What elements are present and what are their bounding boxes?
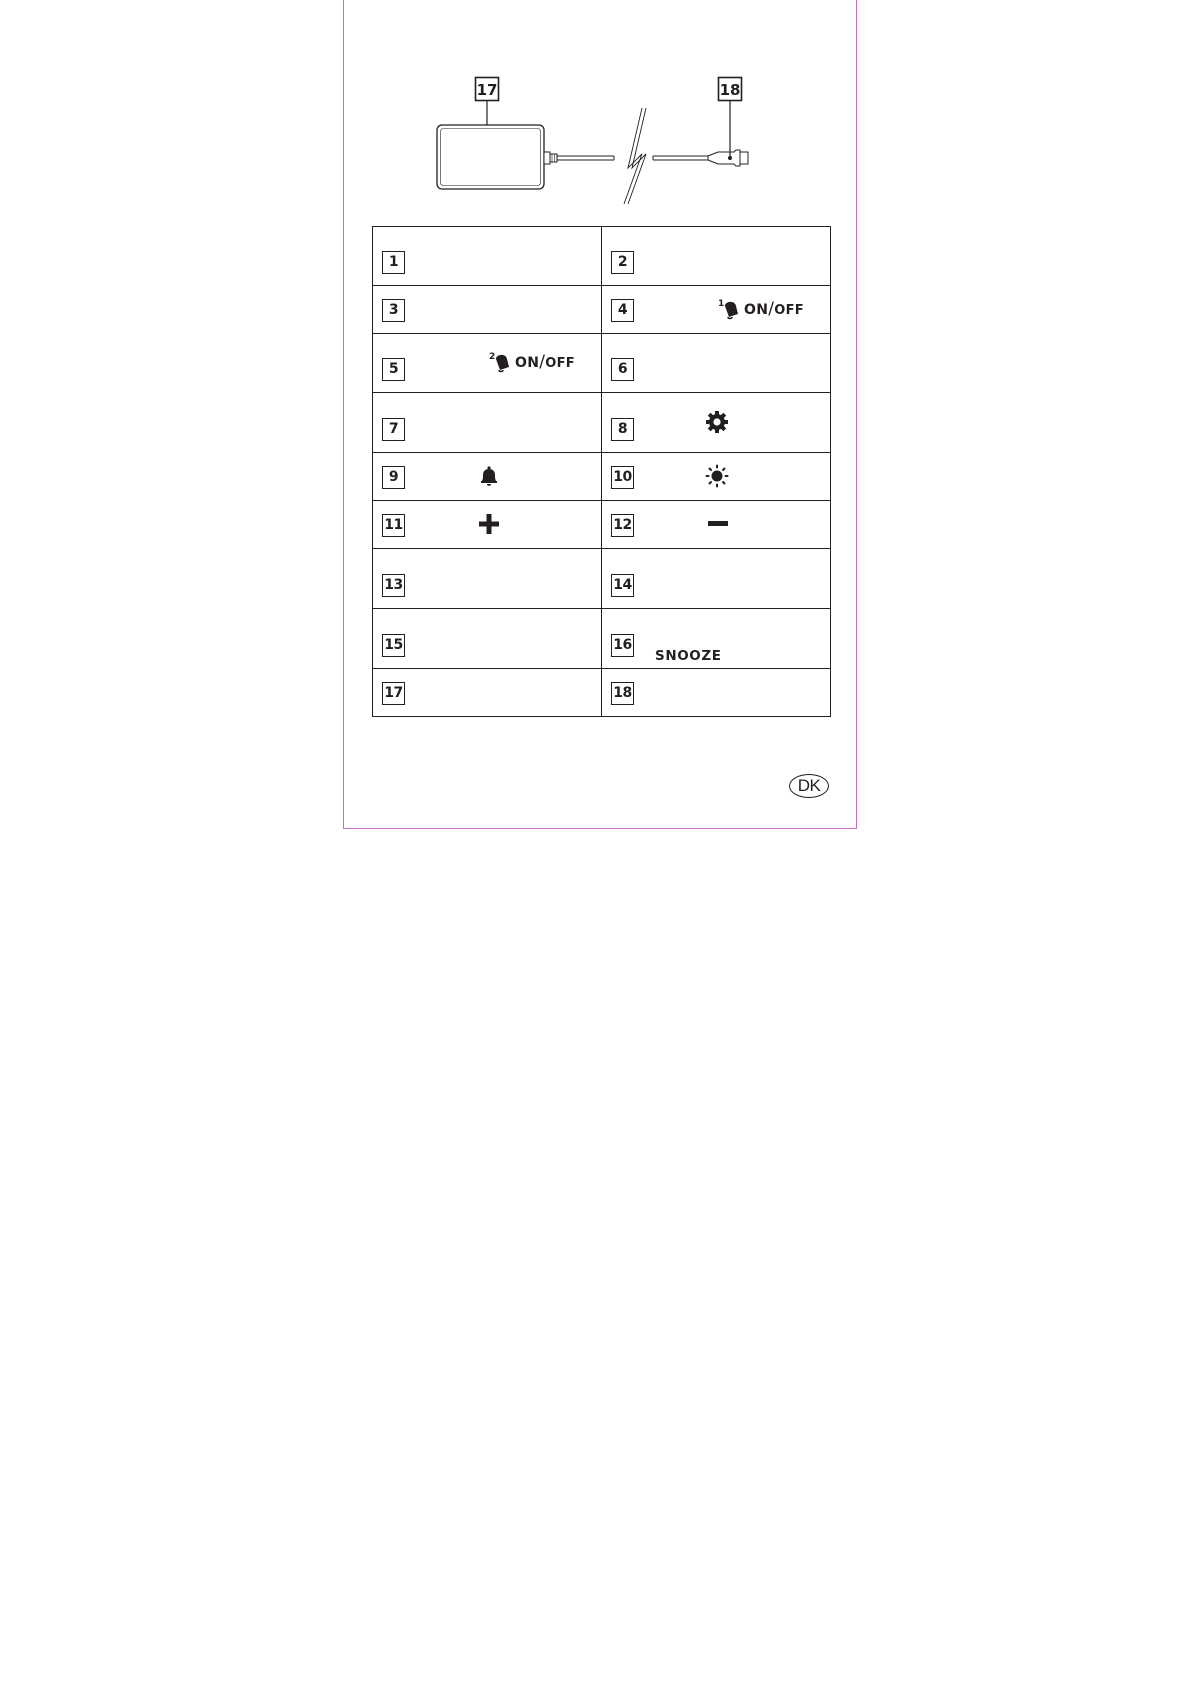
part-cell-6 xyxy=(602,334,831,393)
part-cell-14 xyxy=(602,549,831,609)
part-number-8: 8 xyxy=(611,418,634,441)
alarm-2-icon xyxy=(489,350,515,374)
power-adapter-illustration xyxy=(437,125,614,189)
part-number-13: 13 xyxy=(382,574,405,597)
slash-text: / xyxy=(768,299,775,319)
part-number-6: 6 xyxy=(611,358,634,381)
gear-icon xyxy=(705,410,729,434)
part-cell-17 xyxy=(373,669,602,717)
parts-row xyxy=(373,286,831,334)
part-cell-1 xyxy=(373,227,602,286)
alarm-1-onoff-label xyxy=(744,299,804,319)
callout-18 xyxy=(719,78,742,161)
bell-icon xyxy=(478,465,500,487)
off-text: OFF xyxy=(774,303,804,318)
part-cell-16 xyxy=(602,609,831,669)
part-cell-11 xyxy=(373,501,602,549)
part-number-14: 14 xyxy=(611,574,634,597)
parts-row xyxy=(373,453,831,501)
part-number-16: 16 xyxy=(611,634,634,657)
minus-icon xyxy=(707,513,729,535)
parts-row xyxy=(373,609,831,669)
part-cell-15 xyxy=(373,609,602,669)
svg-text:1: 1 xyxy=(718,299,725,309)
part-number-4: 4 xyxy=(611,299,634,322)
callout-18-number: 18 xyxy=(719,81,741,99)
connector-plug-illustration xyxy=(653,150,748,166)
cable-break-symbol xyxy=(624,108,646,204)
part-cell-3 xyxy=(373,286,602,334)
parts-row xyxy=(373,669,831,717)
part-number-7: 7 xyxy=(382,418,405,441)
parts-row xyxy=(373,549,831,609)
part-cell-2 xyxy=(602,227,831,286)
parts-row xyxy=(373,334,831,393)
on-text: ON xyxy=(515,355,540,371)
part-number-3: 3 xyxy=(382,299,405,322)
parts-row xyxy=(373,393,831,453)
part-number-12: 12 xyxy=(611,514,634,537)
part-cell-12 xyxy=(602,501,831,549)
callout-17-number: 17 xyxy=(476,81,498,99)
part-number-15: 15 xyxy=(382,634,405,657)
part-number-9: 9 xyxy=(382,466,405,489)
off-text: OFF xyxy=(545,356,575,371)
part-cell-5 xyxy=(373,334,602,393)
part-cell-8 xyxy=(602,393,831,453)
part-cell-9 xyxy=(373,453,602,501)
parts-table xyxy=(372,226,831,717)
country-code-badge: DK xyxy=(789,774,829,798)
svg-text:2: 2 xyxy=(489,352,496,362)
part-number-10: 10 xyxy=(611,466,634,489)
on-text: ON xyxy=(744,302,769,318)
parts-row xyxy=(373,501,831,549)
slash-text: / xyxy=(539,352,546,372)
part-cell-13 xyxy=(373,549,602,609)
part-number-18: 18 xyxy=(611,682,634,705)
part-number-17: 17 xyxy=(382,682,405,705)
alarm-1-onoff-symbol xyxy=(718,297,804,321)
part-number-2: 2 xyxy=(611,251,634,274)
parts-row xyxy=(373,227,831,286)
alarm-2-onoff-symbol xyxy=(489,350,575,374)
part-cell-10 xyxy=(602,453,831,501)
snooze-label: SNOOZE xyxy=(655,648,722,664)
brightness-icon xyxy=(705,464,729,488)
part-cell-4 xyxy=(602,286,831,334)
part-cell-7 xyxy=(373,393,602,453)
adapter-diagram xyxy=(418,70,788,210)
alarm-2-onoff-label xyxy=(515,352,575,372)
plus-icon xyxy=(478,513,500,535)
part-cell-18 xyxy=(602,669,831,717)
alarm-1-icon xyxy=(718,297,744,321)
part-number-11: 11 xyxy=(382,514,405,537)
part-number-1: 1 xyxy=(382,251,405,274)
part-number-5: 5 xyxy=(382,358,405,381)
